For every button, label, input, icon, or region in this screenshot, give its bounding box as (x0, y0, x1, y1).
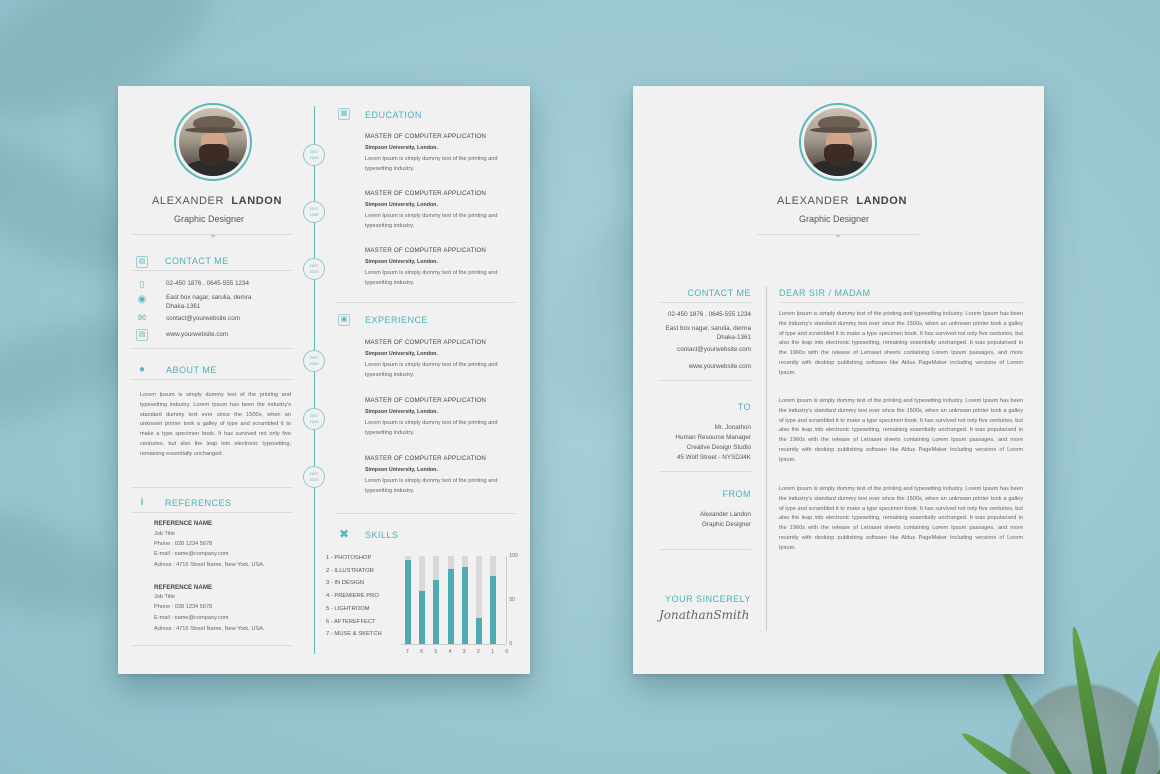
timeline-year-badge (303, 144, 325, 166)
about-heading: ABOUT ME (166, 365, 217, 375)
closing-text: YOUR SINCERELY (665, 594, 751, 604)
year-to: 2009 (309, 212, 319, 217)
entry-title: MASTER OF COMPUTER APPLICATION (365, 339, 487, 346)
candidate-name: ALEXANDER LANDON (777, 195, 908, 207)
year-to: 2009 (309, 419, 319, 424)
contact-website[interactable]: www.yourwebsite.com (166, 331, 229, 338)
skill-bar (448, 569, 454, 644)
to-line: Mr. Jonathon (714, 424, 751, 431)
skill-label: 5 - LIGHTROOM (326, 605, 370, 612)
divider-caret (835, 235, 841, 238)
experience-heading: EXPERIENCE (365, 315, 429, 325)
location-pin-icon: ◉ (137, 294, 147, 305)
browser-window-icon: ▤ (136, 329, 148, 341)
to-line: 45 Wolf Street - NYSD34K (676, 454, 751, 461)
contact-phone: 02-450 1876 , 0645-555 1234 (166, 280, 249, 287)
info-icon: i (140, 497, 144, 508)
year-to: 2009 (309, 361, 319, 366)
skill-label: 1 - PHOTOSHOP (326, 555, 372, 561)
from-line: Graphic Designer (702, 521, 751, 528)
reference-email: E-mail : name@company.com (154, 551, 229, 557)
reference-phone: Phone : 028 1234 5678 (154, 541, 213, 547)
reference-name: REFERENCE NAME (154, 520, 213, 527)
contact-address-line2: Dhaka-1361 (716, 334, 751, 341)
skill-bar (419, 591, 425, 644)
chart-category-label: 2 (477, 649, 480, 655)
reference-email: E-mail : name@company.com (154, 615, 229, 621)
references-heading: REFERENCES (165, 498, 232, 508)
timeline-year-badge (303, 466, 325, 488)
to-line: Creative Design Studio (686, 444, 751, 451)
entry-description: Lorem Ipsum is simply dummy text of the printing and typesetting industry. (365, 362, 498, 378)
signature: JonathanSmith (659, 608, 750, 622)
skill-bar (476, 618, 482, 644)
contact-email[interactable]: contact@yourwebsite.com (166, 315, 240, 322)
entry-title: MASTER OF COMPUTER APPLICATION (365, 455, 487, 462)
divider (132, 270, 292, 271)
leaf-shadow (0, 492, 130, 638)
to-line: Human Resource Manager (675, 434, 751, 441)
to-heading: TO (737, 402, 751, 412)
contact-address-line2: Dhaka-1361 (166, 303, 201, 310)
timeline-line (314, 106, 315, 654)
year-from: 2007 (309, 413, 319, 418)
chart-category-label: 6 (420, 649, 423, 655)
divider (132, 512, 292, 513)
divider (779, 302, 1023, 303)
year-from: 2007 (309, 263, 319, 268)
skill-bar-track (462, 556, 468, 644)
entry-title: MASTER OF COMPUTER APPLICATION (365, 133, 487, 140)
skill-bar-track (448, 556, 454, 644)
axis-tick-label: 50 (509, 597, 515, 603)
contact-heading: CONTACT ME (165, 256, 229, 266)
timeline-year-badge (303, 201, 325, 223)
salutation: DEAR SIR / MADAM (779, 288, 871, 298)
divider (659, 380, 751, 381)
timeline-year-badge (303, 258, 325, 280)
year-from: 2007 (309, 149, 319, 154)
divider-caret (210, 235, 216, 238)
year-to: 2009 (309, 269, 319, 274)
reference-name: REFERENCE NAME (154, 584, 213, 591)
skill-bar-track (476, 556, 482, 644)
briefcase-icon: ▣ (338, 314, 350, 326)
chart-category-label: 0 (505, 649, 509, 655)
divider (659, 302, 751, 303)
cover-letter-page (633, 86, 1044, 674)
contact-website[interactable]: www.yourwebsite.com (688, 363, 751, 370)
year-from: 2007 (309, 355, 319, 360)
divider (132, 487, 292, 488)
entry-place: Simpson University, London. (365, 351, 438, 357)
divider (659, 549, 751, 550)
skill-bar (405, 560, 411, 644)
entry-title: MASTER OF COMPUTER APPLICATION (365, 397, 487, 404)
entry-description: Lorem Ipsum is simply dummy text of the printing and typesetting industry. (365, 478, 498, 494)
skill-bar-track (419, 556, 425, 644)
skill-label: 6 - AFTEREFFECT (326, 618, 376, 625)
skill-bar-track (490, 556, 496, 644)
timeline-year-badge (303, 350, 325, 372)
chart-baseline (401, 644, 506, 645)
entry-description: Lorem Ipsum is simply dummy text of the printing and typesetting industry. (365, 156, 498, 172)
entry-place: Simpson University, London. (365, 409, 438, 415)
skills-heading: SKILLS (365, 530, 399, 540)
skill-bar-track (405, 556, 411, 644)
divider (659, 471, 751, 472)
entry-description: Lorem Ipsum is simply dummy text of the printing and typesetting industry. (365, 213, 498, 229)
divider (132, 379, 292, 380)
candidate-role: Graphic Designer (799, 214, 870, 224)
contact-card-icon: ▤ (136, 256, 148, 268)
letter-paragraph: Lorem Ipsum is simply dummy text of the printing and typesetting industry. Lorem Ipsum has been the industry's standard dummy text ever since the 1500s, when an unknown printer took a galley of type and scrambled it to make a type specimen book. It has survived not only five centuries, but also the leap into electronic typesetting, remaining essentially unchanged. It was popularised in the 1960s with the release of Letraset sheets containing Lorem Ipsum passages, and more recently with desktop publishing software like Aldus PageMaker including versions of Lorem Ipsum. (779, 311, 1023, 376)
divider (336, 513, 516, 514)
profile-photo (799, 103, 877, 181)
contact-address-line1: East box nagar, sarulia, demra (665, 325, 751, 332)
contact-address-line1: East box nagar, sarulia, demra (166, 294, 252, 301)
reference-phone: Phone : 028 1234 5678 (154, 604, 213, 610)
year-from: 2007 (309, 206, 319, 211)
divider (132, 348, 292, 349)
from-line: Alexander Landon (699, 511, 751, 518)
profile-photo (174, 103, 252, 181)
reference-address: Adress : 4716 Street Name, New York, USA. (154, 562, 265, 568)
year-from: 2007 (309, 471, 319, 476)
chart-category-label: 4 (448, 649, 452, 655)
chart-axis (506, 556, 507, 644)
timeline-year-badge (303, 408, 325, 430)
phone-icon: ▯ (139, 279, 145, 289)
person-icon: ● (138, 364, 146, 375)
entry-description: Lorem Ipsum is simply dummy text of the printing and typesetting industry. (365, 270, 498, 286)
reference-title: Job Title (154, 531, 175, 537)
candidate-role: Graphic Designer (174, 214, 245, 224)
chart-category-label: 5 (434, 649, 438, 655)
chart-category-label: 1 (491, 649, 494, 655)
skill-label: 7 - MUSE & SKETCH (326, 631, 382, 638)
tools-icon: ✖ (338, 527, 350, 541)
entry-place: Simpson University, London. (365, 145, 438, 151)
reference-title: Job Title (154, 594, 175, 600)
year-to: 2009 (309, 477, 319, 482)
divider (336, 302, 516, 303)
skill-bar-track (433, 556, 439, 644)
skill-bar (490, 576, 496, 644)
entry-title: MASTER OF COMPUTER APPLICATION (365, 190, 487, 197)
year-to: 2009 (309, 155, 319, 160)
axis-tick-label: 0 (509, 641, 513, 647)
column-divider (766, 286, 767, 631)
entry-place: Simpson University, London. (365, 467, 438, 473)
from-heading: FROM (722, 489, 751, 499)
chart-category-label: 7 (406, 649, 409, 655)
entry-title: MASTER OF COMPUTER APPLICATION (365, 247, 487, 254)
education-heading: EDUCATION (365, 110, 422, 120)
contact-heading: CONTACT ME (687, 288, 751, 298)
letter-paragraph: Lorem Ipsum is simply dummy text of the printing and typesetting industry. Lorem Ipsum has been the industry's standard dummy text ever since the 1500s, when an unknown printer took a galley of type and scrambled it to make a type specimen book. It has survived not only five centuries, but also the leap into electronic typesetting, remaining essentially unchanged. It was popularised in the 1960s with the release of Letraset sheets containing Lorem Ipsum passages, and more recently with desktop publishing software like Aldus PageMaker including versions of Lorem Ipsum. (779, 486, 1023, 551)
contact-phone: 02-450 1876 , 0645-555 1234 (668, 311, 751, 318)
divider (132, 645, 292, 646)
candidate-name: ALEXANDER LANDON (152, 195, 283, 207)
reference-address: Adress : 4716 Street Name, New York, USA. (154, 626, 265, 632)
about-text: Lorem Ipsum is simply dummy text of the printing and typesetting industry. Lorem Ipsum has been the industry's standard dummy text ever since the 1500s, when an unknown printer took a galley of type and scrambled it to make a type specimen book. It has survived not only five centuries, but also the leap into electronic typesetting, remaining essentially unchanged. (140, 392, 291, 457)
skill-bar (433, 580, 439, 644)
letter-paragraph: Lorem Ipsum is simply dummy text of the printing and typesetting industry. Lorem Ipsum has been the industry's standard dummy text ever since the 1500s, when an unknown printer took a galley of type and scrambled it to make a type specimen book. It has survived not only five centuries, but also the leap into electronic typesetting, remaining essentially unchanged. It was popularised in the 1960s with the release of Letraset sheets containing Lorem Ipsum passages, and more recently with desktop publishing software like Aldus PageMaker including versions of Lorem Ipsum. (779, 398, 1023, 463)
skill-bar (462, 567, 468, 644)
entry-place: Simpson University, London. (365, 259, 438, 265)
chart-category-label: 3 (462, 649, 466, 655)
skill-label: 3 - IN DESIGN (326, 580, 365, 587)
skill-label: 4 - PREMIERE PRO (326, 593, 379, 600)
building-icon: ▦ (338, 108, 350, 120)
axis-tick-label: 100 (509, 553, 518, 559)
resume-page (118, 86, 530, 674)
contact-email[interactable]: contact@yourwebsite.com (677, 346, 751, 353)
skill-label: 2 - ILLUSTRATOR (326, 567, 374, 574)
entry-description: Lorem Ipsum is simply dummy text of the printing and typesetting industry. (365, 420, 498, 436)
envelope-icon: ✉ (137, 313, 147, 324)
entry-place: Simpson University, London. (365, 202, 438, 208)
